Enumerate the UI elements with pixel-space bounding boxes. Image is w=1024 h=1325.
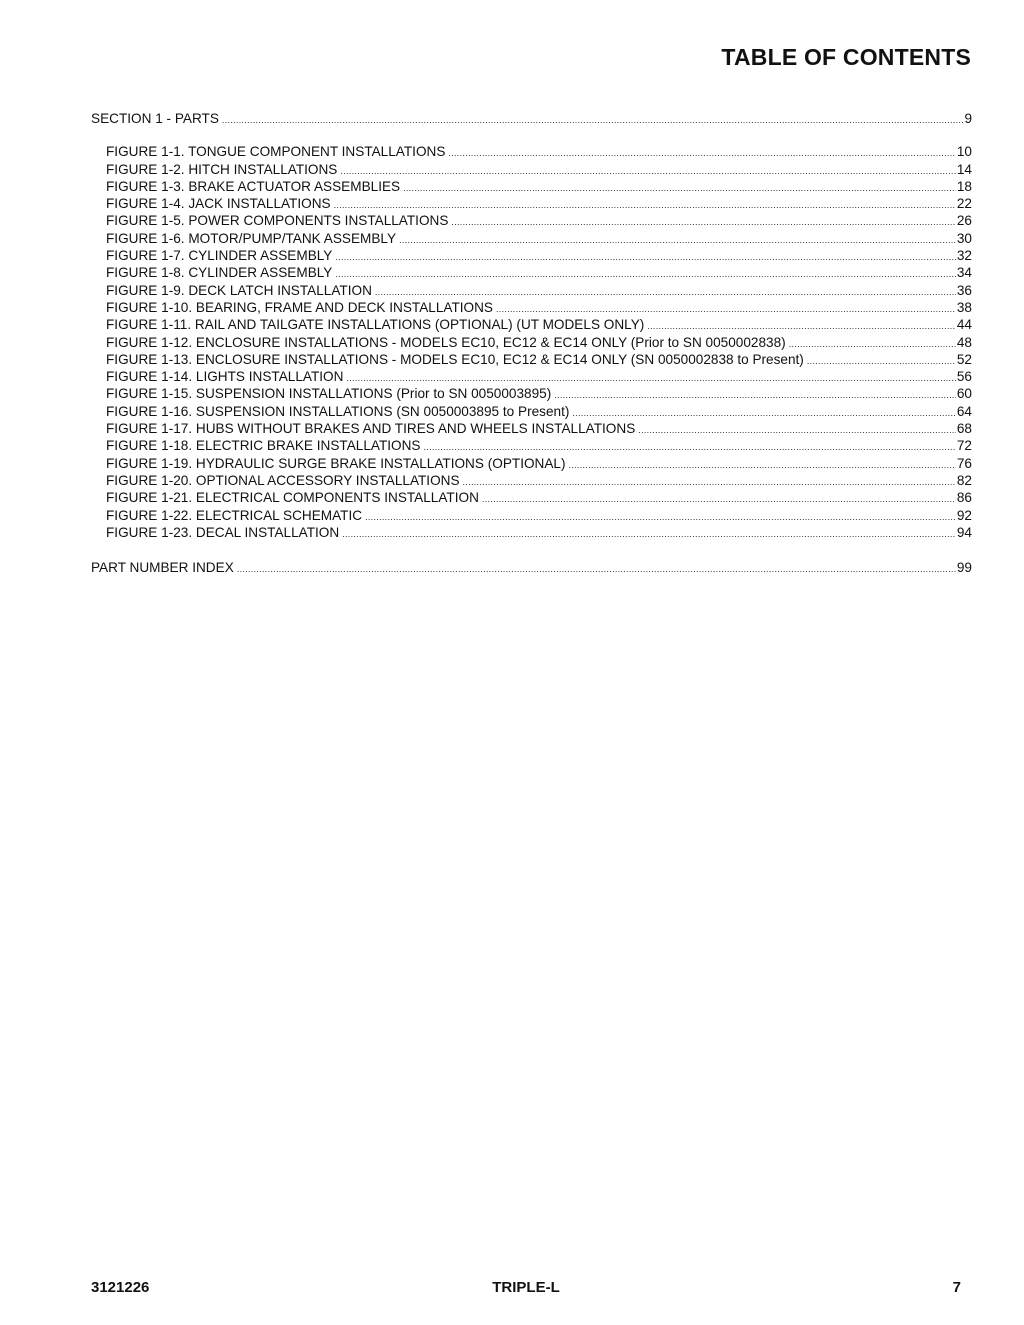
dot-leader — [335, 266, 956, 283]
document-number: 3121226 — [91, 1279, 150, 1296]
toc-entry-label: FIGURE 1-9. DECK LATCH INSTALLATION — [106, 282, 372, 298]
toc-entry-figure-1-6[interactable] — [91, 230, 972, 247]
toc-entry-page: 68 — [956, 421, 972, 437]
toc-entry-page: 92 — [956, 507, 972, 523]
dot-leader — [463, 474, 956, 491]
toc-entry-figure-1-14[interactable] — [91, 368, 972, 385]
dot-leader — [340, 163, 955, 180]
toc-entry-page: 52 — [956, 351, 972, 367]
toc-entry-label: FIGURE 1-6. MOTOR/PUMP/TANK ASSEMBLY — [106, 230, 397, 246]
toc-entry-figure-1-23[interactable] — [91, 524, 972, 541]
toc-entry-label: FIGURE 1-12. ENCLOSURE INSTALLATIONS - MODELS EC10, EC12 & EC14 ONLY (Prior to SN 0050002838) — [106, 334, 786, 350]
toc-entry-page: 10 — [956, 144, 972, 160]
toc-entry-label: FIGURE 1-20. OPTIONAL ACCESSORY INSTALLATIONS — [106, 472, 460, 488]
toc-entry-figure-1-18[interactable] — [91, 437, 972, 454]
dot-leader — [335, 249, 956, 266]
toc-entry-page: 86 — [956, 490, 972, 506]
toc-entry-page: 14 — [956, 161, 972, 177]
toc-entry-page: 22 — [956, 196, 972, 212]
dot-leader — [569, 457, 956, 474]
toc-entry-page: 26 — [956, 213, 972, 229]
toc-entry-label: FIGURE 1-19. HYDRAULIC SURGE BRAKE INSTALLATIONS (OPTIONAL) — [106, 455, 566, 471]
toc-entry-page: 76 — [956, 455, 972, 471]
dot-leader — [807, 353, 956, 370]
toc-entry-label: FIGURE 1-21. ELECTRICAL COMPONENTS INSTALLATION — [106, 490, 479, 506]
toc-entry-figure-1-21[interactable] — [91, 489, 972, 506]
toc-entry-figure-1-7[interactable] — [91, 247, 972, 264]
toc-entry-figure-1-3[interactable] — [91, 178, 972, 195]
toc-entry-figure-1-19[interactable] — [91, 455, 972, 472]
page-footer — [91, 1279, 961, 1299]
dot-leader — [789, 336, 956, 353]
dot-leader — [237, 561, 956, 578]
toc-entry-part-number-index[interactable] — [91, 559, 972, 576]
toc-entry-page: 44 — [956, 317, 972, 333]
toc-entry-page: 48 — [956, 334, 972, 350]
toc-entry-page: 99 — [956, 560, 972, 576]
dot-leader — [365, 509, 956, 526]
toc-entry-page: 32 — [956, 248, 972, 264]
toc-entry-figure-1-13[interactable] — [91, 351, 972, 368]
toc-entry-figure-1-17[interactable] — [91, 420, 972, 437]
toc-entry-figure-1-20[interactable] — [91, 472, 972, 489]
toc-entry-figure-1-9[interactable] — [91, 282, 972, 299]
toc-entry-figure-1-16[interactable] — [91, 403, 972, 420]
dot-leader — [403, 180, 956, 197]
toc-entry-figure-1-22[interactable] — [91, 507, 972, 524]
toc-entry-label: FIGURE 1-1. TONGUE COMPONENT INSTALLATIONS — [106, 144, 446, 160]
toc-entry-label: FIGURE 1-13. ENCLOSURE INSTALLATIONS - MODELS EC10, EC12 & EC14 ONLY (SN 0050002838 to Present) — [106, 351, 804, 367]
toc-entry-label: FIGURE 1-17. HUBS WITHOUT BRAKES AND TIRES AND WHEELS INSTALLATIONS — [106, 421, 636, 437]
toc-entry-label: FIGURE 1-15. SUSPENSION INSTALLATIONS (Prior to SN 0050003895) — [106, 386, 552, 402]
dot-leader — [638, 422, 956, 439]
toc-entry-page: 34 — [956, 265, 972, 281]
toc-entry-page: 72 — [956, 438, 972, 454]
toc-entry-label: FIGURE 1-8. CYLINDER ASSEMBLY — [106, 265, 333, 281]
dot-leader — [342, 526, 956, 543]
toc-entry-figure-1-8[interactable] — [91, 264, 972, 281]
product-name: TRIPLE-L — [492, 1279, 560, 1296]
toc-entry-label: FIGURE 1-10. BEARING, FRAME AND DECK INSTALLATIONS — [106, 299, 493, 315]
toc-entry-page: 56 — [956, 369, 972, 385]
toc-entry-page: 9 — [964, 111, 972, 126]
toc-entry-label: FIGURE 1-23. DECAL INSTALLATION — [106, 524, 340, 540]
toc-entry-label: FIGURE 1-16. SUSPENSION INSTALLATIONS (SN 0050003895 to Present) — [106, 403, 570, 419]
toc-entry-label: FIGURE 1-4. JACK INSTALLATIONS — [106, 196, 331, 212]
toc-entry-page: 60 — [956, 386, 972, 402]
dot-leader — [448, 145, 955, 162]
toc-entry-label: FIGURE 1-18. ELECTRIC BRAKE INSTALLATIONS — [106, 438, 421, 454]
toc-entry-label: FIGURE 1-3. BRAKE ACTUATOR ASSEMBLIES — [106, 178, 401, 194]
toc-entry-figure-1-5[interactable] — [91, 212, 972, 229]
dot-leader — [451, 214, 955, 231]
toc-entry-label: PART NUMBER INDEX — [91, 560, 234, 576]
toc-entry-label: FIGURE 1-5. POWER COMPONENTS INSTALLATIONS — [106, 213, 449, 229]
toc-entry-figure-1-12[interactable] — [91, 334, 972, 351]
page-number: 7 — [952, 1279, 961, 1296]
dot-leader — [482, 491, 956, 508]
table-of-contents — [91, 110, 972, 576]
toc-entry-label: FIGURE 1-14. LIGHTS INSTALLATION — [106, 369, 344, 385]
dot-leader — [554, 387, 956, 404]
dot-leader — [399, 232, 956, 249]
toc-entry-figure-1-15[interactable] — [91, 385, 972, 402]
toc-entry-label: FIGURE 1-2. HITCH INSTALLATIONS — [106, 161, 338, 177]
toc-entry-label: FIGURE 1-11. RAIL AND TAILGATE INSTALLATIONS (OPTIONAL) (UT MODELS ONLY) — [106, 317, 645, 333]
toc-entry-label: FIGURE 1-7. CYLINDER ASSEMBLY — [106, 248, 333, 264]
toc-entry-label: FIGURE 1-22. ELECTRICAL SCHEMATIC — [106, 507, 363, 523]
toc-entry-page: 36 — [956, 282, 972, 298]
toc-entry-page: 94 — [956, 524, 972, 540]
dot-leader — [222, 112, 964, 129]
toc-entry-section-1[interactable] — [91, 110, 972, 127]
toc-entry-figure-1-2[interactable] — [91, 161, 972, 178]
toc-entry-page: 64 — [956, 403, 972, 419]
toc-entry-figure-1-4[interactable] — [91, 195, 972, 212]
toc-entry-page: 30 — [956, 230, 972, 246]
toc-entry-figure-1-1[interactable] — [91, 143, 972, 160]
toc-entry-figure-1-11[interactable] — [91, 316, 972, 333]
toc-entry-page: 38 — [956, 299, 972, 315]
page-title: TABLE OF CONTENTS — [721, 44, 971, 70]
toc-entry-figure-1-10[interactable] — [91, 299, 972, 316]
toc-entry-page: 82 — [956, 472, 972, 488]
toc-entry-label: SECTION 1 - PARTS — [91, 111, 219, 126]
toc-entry-page: 18 — [956, 178, 972, 194]
